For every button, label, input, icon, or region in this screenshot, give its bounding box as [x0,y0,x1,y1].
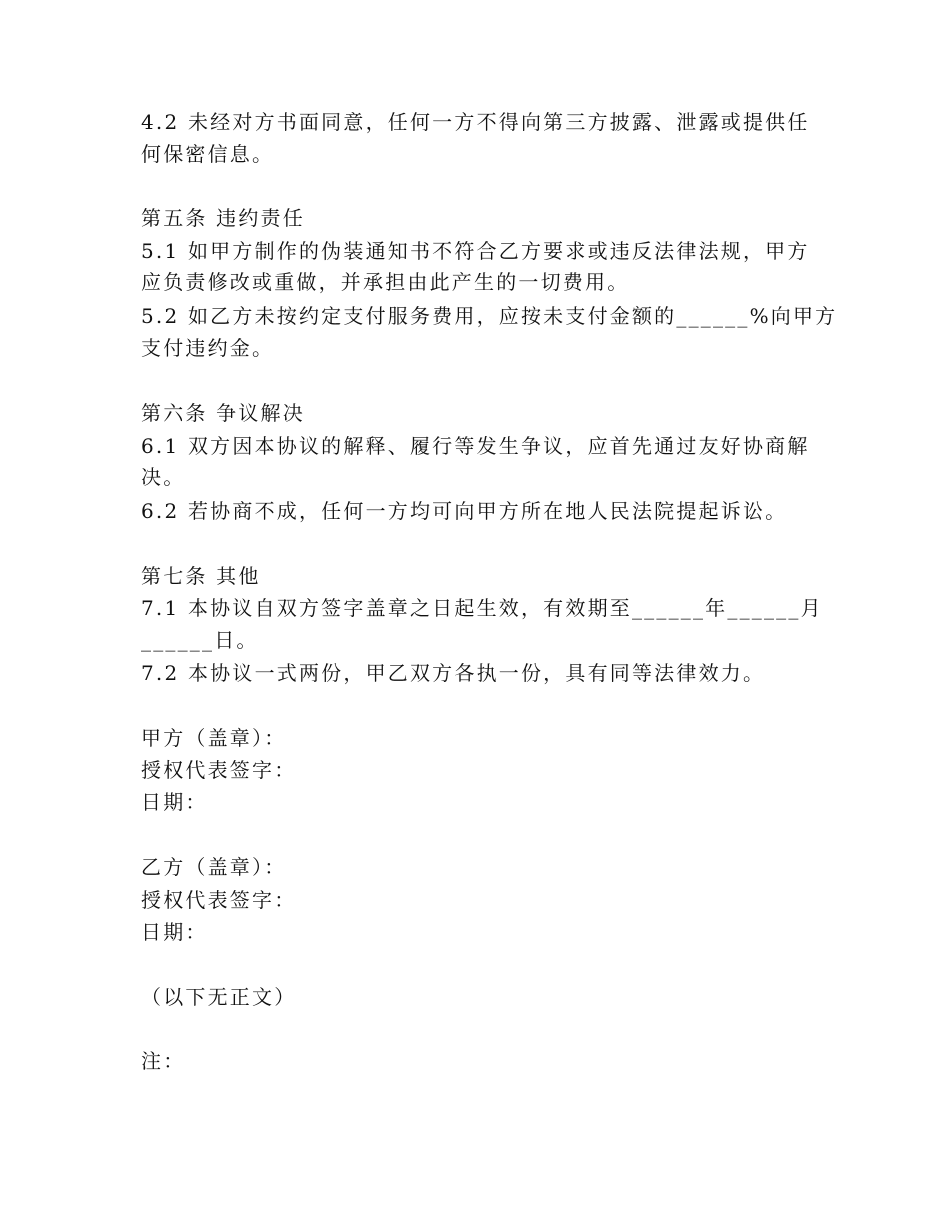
party-a-date-label: 日期： [141,790,208,814]
clause-6-2: 6.2 若协商不成，任何一方均可向甲方所在地人民法院提起诉讼。 [141,499,788,523]
remark-label: 注： [141,1049,186,1073]
end-of-text-note: （以下无正文） [141,985,297,1009]
clause-4-2-line-1: 4.2 未经对方书面同意，任何一方不得向第三方披露、泄露或提供任 [141,110,810,134]
party-a-signature-label: 授权代表签字： [141,758,297,782]
party-b-seal-label: 乙方（盖章）： [141,855,287,879]
party-b-signature-label: 授权代表签字： [141,888,297,912]
clause-5-2-line-2: 支付违约金。 [141,336,275,360]
clause-4-2-line-2: 何保密信息。 [141,142,275,166]
clause-6-1-line-1: 6.1 双方因本协议的解释、履行等发生争议，应首先通过友好协商解 [141,434,810,458]
clause-7-1-line-2: ______日。 [141,628,259,652]
clause-5-2-line-1: 5.2 如乙方未按约定支付服务费用，应按未支付金额的______%向甲方 [141,304,838,328]
article-7-heading: 第七条 其他 [141,564,261,588]
article-6-heading: 第六条 争议解决 [141,401,305,425]
party-a-seal-label: 甲方（盖章）： [141,726,287,750]
clause-6-1-line-2: 决。 [141,465,186,489]
article-5-heading: 第五条 违约责任 [141,206,305,230]
clause-7-2: 7.2 本协议一式两份，甲乙双方各执一份，具有同等法律效力。 [141,661,766,685]
party-b-date-label: 日期： [141,920,208,944]
clause-5-1-line-2: 应负责修改或重做，并承担由此产生的一切费用。 [141,270,630,294]
clause-7-1-line-1: 7.1 本协议自双方签字盖章之日起生效，有效期至______年______月 [141,596,823,620]
clause-5-1-line-1: 5.1 如甲方制作的伪装通知书不符合乙方要求或违反法律法规，甲方 [141,239,810,263]
